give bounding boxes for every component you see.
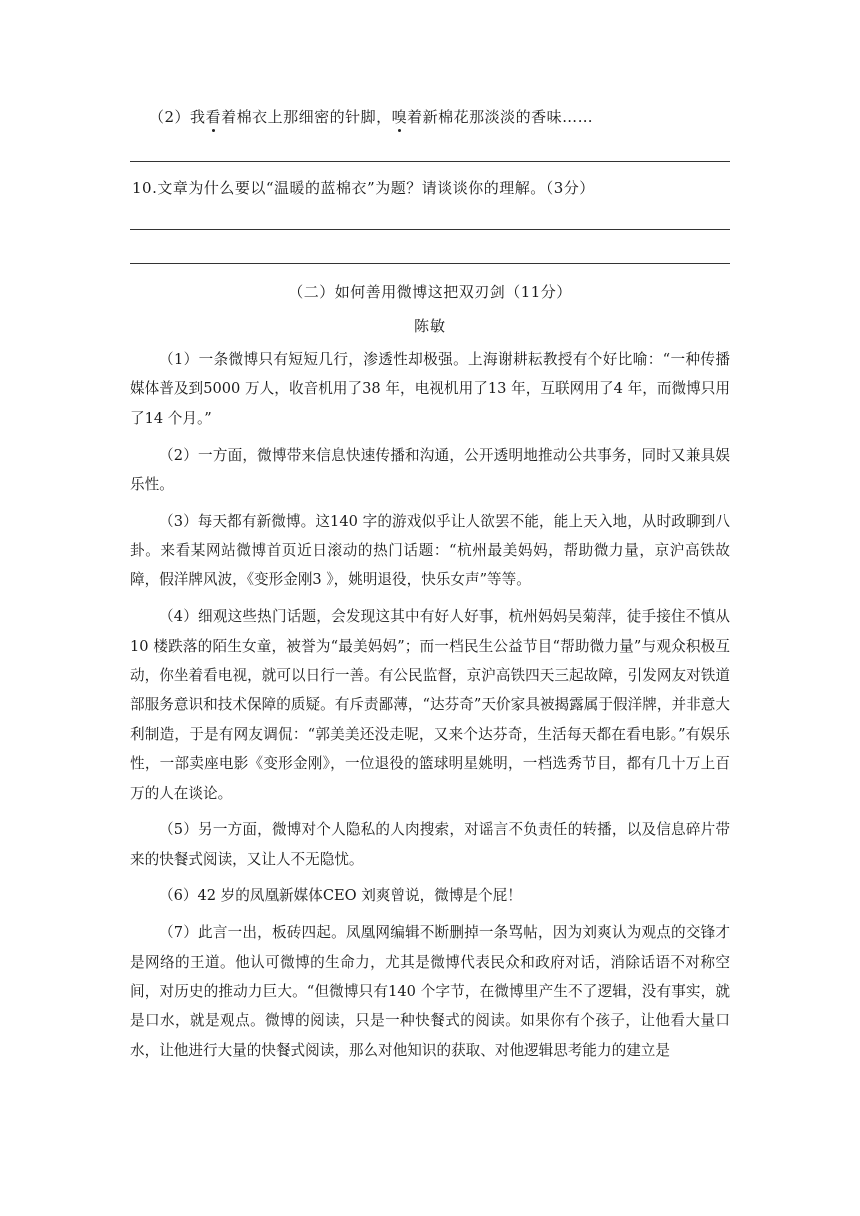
article-body: [130, 345, 730, 1072]
section-title: （二）如何善用微博这把双刃剑（11分）: [288, 283, 572, 301]
paragraph-5: （5）另一方面，微博对个人隐私的人肉搜索，对谣言不负责任的转播，以及信息碎片带来的快餐式阅读，又让人不无隐忧。: [130, 821, 730, 868]
answer-line: [130, 229, 730, 230]
paragraph-6: （6）42 岁的凤凰新媒体CEO 刘爽曾说，微博是个屁！: [159, 887, 522, 905]
q9-text-prefix: （2）我: [149, 108, 206, 126]
emphasis-word-look: 看: [205, 108, 222, 126]
question-10: 10.文章为什么要以“温暖的蓝棉衣”为题？请谈谈你的理解。（3分）: [132, 179, 595, 197]
q9-text-suffix: 着新棉花那淡淡的香味……: [407, 108, 594, 126]
paragraph-4: （4）细观这些热门话题，会发现这其中有好人好事，杭州妈妈吴菊萍，徒手接住不慎从10 楼跌落的陌生女童，被誉为“最美妈妈”；而一档民生公益节目“帮助微力量”与观众积极互动，你坐着看电视，就可以日行一善。有公民监督，京沪高铁四天三起故障，引发网友对铁道部服务意识和技术保障的质疑。有斥责鄙薄，“达芬奇”天价家具被揭露属于假洋牌，并非意大利制造，于是有网友调侃：“郭美美还没走呢，又来个达芬奇，生活每天都在看电影。”有娱乐性，一部卖座电影《变形金刚》，一位退役的篮球明星姚明，一档选秀节目，都有几十万上百万的人在谈论。: [130, 608, 730, 802]
article-author: 陈敏: [413, 317, 446, 335]
emphasis-word-smell: 嗅: [391, 108, 408, 126]
paragraph-1: （1）一条微博只有短短几行，渗透性却极强。上海谢耕耘教授有个好比喻：“一种传播媒体普及到5000 万人，收音机用了38 年，电视机用了13 年，互联网用了4 年，而微博只用了14 个月。”: [130, 351, 730, 427]
paragraph-2: （2）一方面，微博带来信息快速传播和沟通，公开透明地推动公共事务，同时又兼具娱乐性。: [130, 446, 730, 493]
q9-text-middle: 着棉衣上那细密的针脚，: [221, 108, 392, 126]
answer-line: [130, 161, 730, 162]
paragraph-3: （3）每天都有新微博。这140 字的游戏似乎让人欲罢不能，能上天入地，从时政聊到八卦。来看某网站微博首页近日滚动的热门话题：“杭州最美妈妈，帮助微力量，京沪高铁故障，假洋牌风波，《变形金刚3 》，姚明退役，快乐女声”等等。: [130, 512, 730, 589]
answer-line: [130, 263, 730, 264]
paragraph-7: （7）此言一出，板砖四起。凤凰网编辑不断删掉一条骂帖，因为刘爽认为观点的交锋才是网络的王道。他认可微博的生命力，尤其是微博代表民众和政府对话，消除话语不对称空间，对历史的推动力巨大。“但微博只有140 个字节，在微博里产生不了逻辑，没有事实，就是口水，就是观点。微博的阅读，只是一种快餐式的阅读。如果你有个孩子，让他看大量口水，让他进行大量的快餐式阅读，那么对他知识的获取、对他逻辑思考能力的建立是: [130, 924, 730, 1059]
question-9-item-2: [149, 106, 593, 127]
